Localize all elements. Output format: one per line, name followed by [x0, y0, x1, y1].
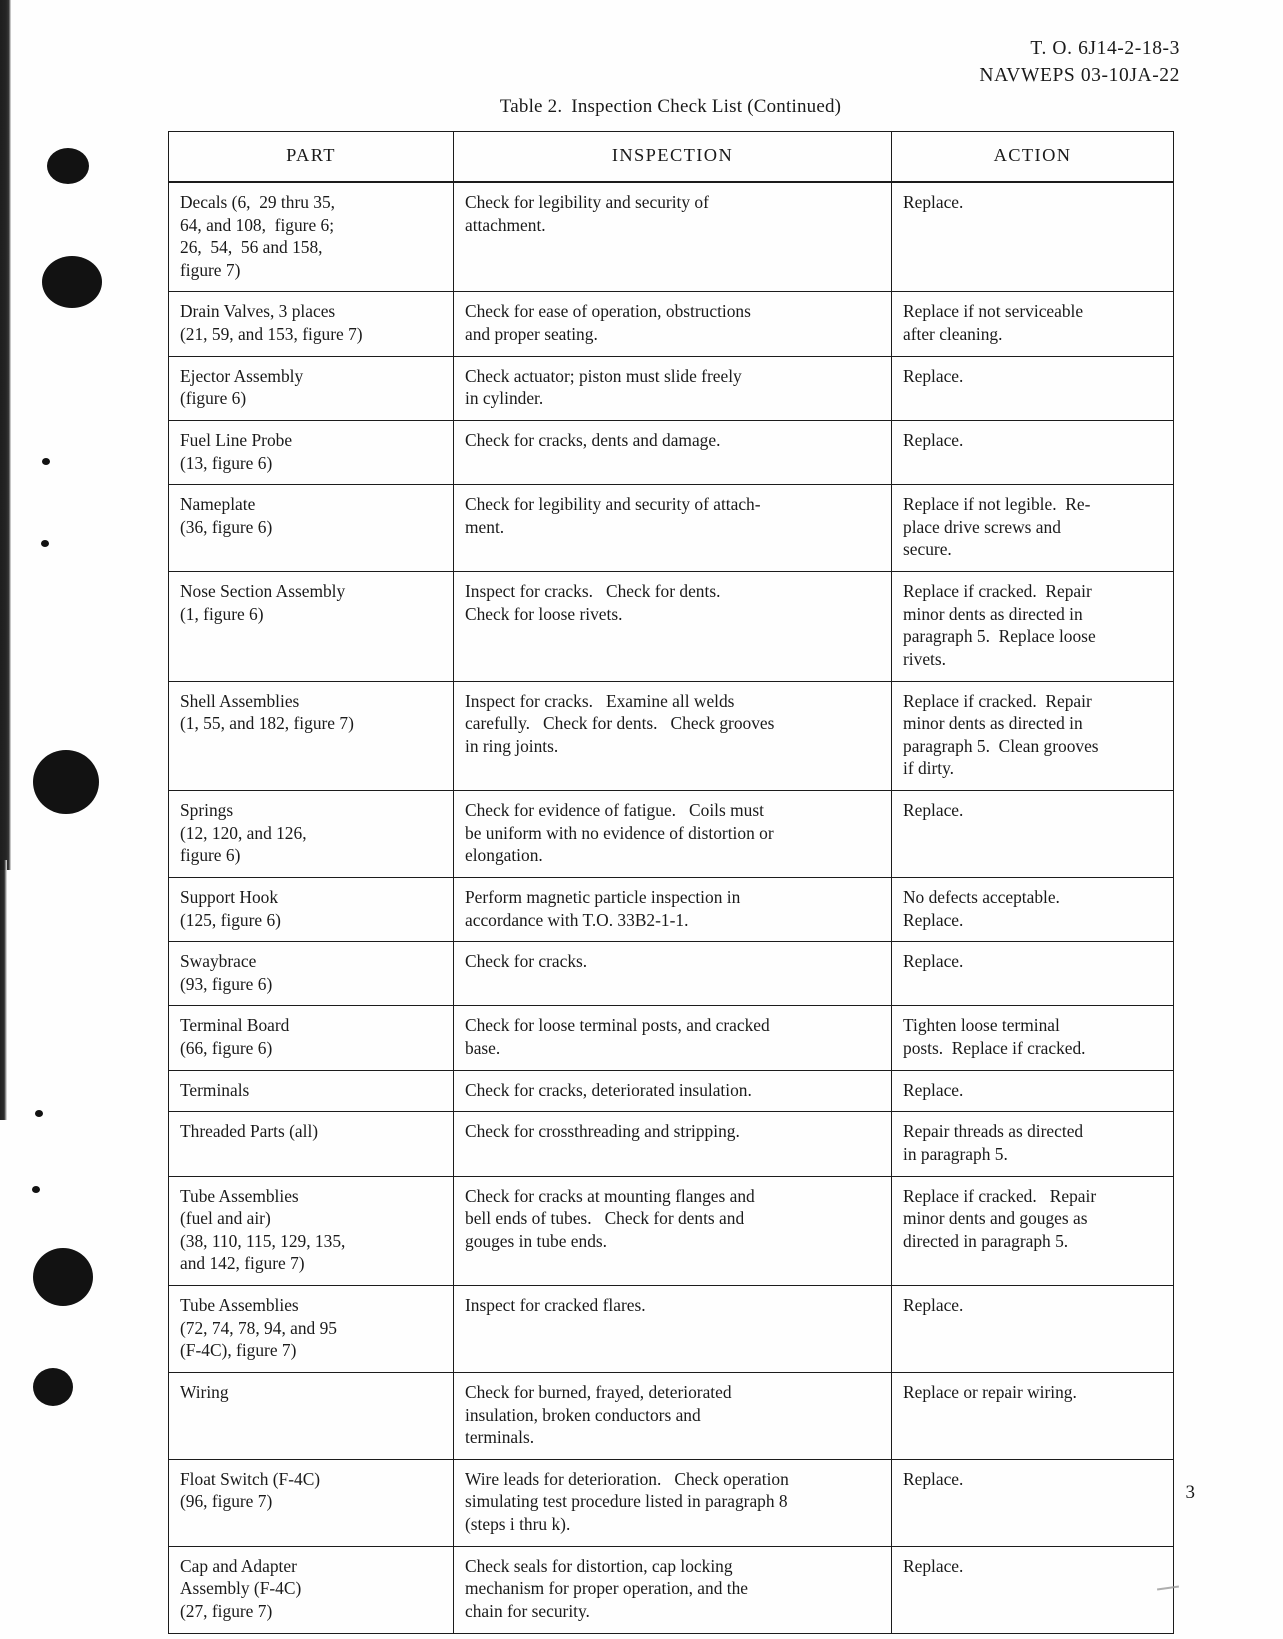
text-line: Inspect for cracked flares. [465, 1295, 646, 1316]
text-line: Check actuator; piston must slide freely [465, 365, 742, 386]
text-line: Ejector Assembly [180, 365, 304, 386]
page-number: 3 [1185, 1482, 1195, 1503]
text-line: figure 6) [180, 845, 241, 866]
binding-hole-mark [42, 458, 50, 465]
cell-part [169, 485, 454, 572]
text-line: Wire leads for deterioration. Check operation [465, 1468, 789, 1489]
text-line: Replace. [903, 951, 964, 972]
cell-action [892, 292, 1174, 356]
cell-inspection [454, 681, 892, 791]
cell-part [169, 292, 454, 356]
text-line: 64, and 108, figure 6; [180, 214, 335, 235]
cell-inspection [454, 182, 892, 292]
cell-inspection [454, 1070, 892, 1112]
table-caption-number: Table 2. [499, 96, 563, 117]
cell-inspection [454, 1286, 892, 1373]
text-line: and 142, figure 7) [180, 1253, 305, 1274]
text-line: place drive screws and [903, 516, 1061, 537]
table-row [169, 877, 1174, 941]
header-line-navweps: NAVWEPS 03-10JA-22 [979, 64, 1180, 86]
text-line: after cleaning. [903, 324, 1003, 345]
text-line: (96, figure 7) [180, 1491, 273, 1512]
cell-action [892, 1286, 1174, 1373]
text-line: Wiring [180, 1381, 229, 1402]
cell-action [892, 182, 1174, 292]
cell-action [892, 485, 1174, 572]
text-line: Check for legibility and security of [465, 191, 709, 212]
cell-inspection [454, 1176, 892, 1286]
cell-inspection [454, 942, 892, 1006]
text-line: Replace. [903, 1555, 964, 1576]
cell-inspection [454, 292, 892, 356]
text-line: (27, figure 7) [180, 1600, 273, 1621]
text-line: Check for cracks, deteriorated insulation. [465, 1079, 752, 1100]
text-line: No defects acceptable. [903, 886, 1060, 907]
table-row [169, 1070, 1174, 1112]
text-line: Tube Assemblies [180, 1295, 299, 1316]
text-line: Replace. [903, 1079, 964, 1100]
cell-action [892, 356, 1174, 420]
text-line: Check for evidence of fatigue. Coils must [465, 800, 764, 821]
cell-part [169, 1459, 454, 1546]
text-line: Check for loose terminal posts, and cracked [465, 1015, 770, 1036]
inspection-check-list-table [168, 131, 1174, 1634]
text-line: Replace if cracked. Repair [903, 690, 1092, 711]
binding-hole-mark [32, 1186, 40, 1193]
column-header-inspection: INSPECTION [454, 132, 892, 182]
binding-hole-mark [42, 256, 102, 308]
text-line: bell ends of tubes. Check for dents and [465, 1208, 745, 1229]
text-line: Replace if cracked. Repair [903, 581, 1092, 602]
table-row [169, 420, 1174, 484]
text-line: (21, 59, and 153, figure 7) [180, 324, 363, 345]
cell-part [169, 1112, 454, 1176]
text-line: carefully. Check for dents. Check grooves [465, 713, 775, 734]
text-line: Check for cracks at mounting flanges and [465, 1185, 755, 1206]
cell-part [169, 420, 454, 484]
cell-part [169, 1176, 454, 1286]
cell-action [892, 420, 1174, 484]
text-line: be uniform with no evidence of distortion or [465, 822, 774, 843]
cell-action [892, 877, 1174, 941]
cell-part [169, 942, 454, 1006]
text-line: accordance with T.O. 33B2-1-1. [465, 909, 689, 930]
text-line: Float Switch (F-4C) [180, 1468, 321, 1489]
cell-inspection [454, 1459, 892, 1546]
cell-inspection [454, 356, 892, 420]
text-line: attachment. [465, 214, 546, 235]
text-line: paragraph 5. Replace loose [903, 626, 1096, 647]
table-row [169, 1546, 1174, 1633]
text-line: (38, 110, 115, 129, 135, [180, 1230, 346, 1251]
text-line: (125, figure 6) [180, 909, 281, 930]
text-line: (72, 74, 78, 94, and 95 [180, 1317, 337, 1338]
text-line: Replace if cracked. Repair [903, 1185, 1097, 1206]
cell-action [892, 572, 1174, 682]
cell-part [169, 681, 454, 791]
binding-hole-mark [33, 1248, 93, 1306]
text-line: base. [465, 1038, 501, 1059]
text-line: Check for cracks, dents and damage. [465, 429, 721, 450]
text-line: directed in paragraph 5. [903, 1230, 1069, 1251]
text-line: Assembly (F-4C) [180, 1578, 302, 1599]
text-line: posts. Replace if cracked. [903, 1038, 1086, 1059]
cell-part [169, 1546, 454, 1633]
text-line: chain for security. [465, 1600, 590, 1621]
text-line: (figure 6) [180, 388, 247, 409]
table-row [169, 681, 1174, 791]
document-header [979, 36, 1180, 90]
text-line: Replace if not serviceable [903, 301, 1084, 322]
cell-action [892, 1006, 1174, 1070]
text-line: (fuel and air) [180, 1208, 271, 1229]
cell-inspection [454, 572, 892, 682]
text-line: 26, 54, 56 and 158, [180, 237, 323, 258]
cell-action [892, 791, 1174, 878]
cell-part [169, 1006, 454, 1070]
table-row [169, 1459, 1174, 1546]
cell-action [892, 1372, 1174, 1459]
text-line: Check for legibility and security of attach- [465, 494, 761, 515]
text-line: elongation. [465, 845, 543, 866]
text-line: terminals. [465, 1427, 535, 1448]
text-line: Springs [180, 800, 234, 821]
table-row [169, 572, 1174, 682]
cell-inspection [454, 1112, 892, 1176]
column-header-action: ACTION [892, 132, 1174, 182]
table-row [169, 485, 1174, 572]
text-line: Check for loose rivets. [465, 603, 623, 624]
cell-action [892, 681, 1174, 791]
cell-action [892, 1112, 1174, 1176]
table-row [169, 791, 1174, 878]
text-line: (F-4C), figure 7) [180, 1340, 297, 1361]
text-line: Drain Valves, 3 places [180, 301, 336, 322]
table-row [169, 292, 1174, 356]
text-line: Replace. [903, 1468, 964, 1489]
text-line: Support Hook [180, 886, 279, 907]
text-line: Replace. [903, 909, 964, 930]
text-line: (steps i thru k). [465, 1514, 571, 1535]
text-line: in cylinder. [465, 388, 544, 409]
text-line: in ring joints. [465, 735, 559, 756]
text-line: in paragraph 5. [903, 1143, 1008, 1164]
table-row [169, 1286, 1174, 1373]
text-line: Fuel Line Probe [180, 429, 293, 450]
text-line: Tighten loose terminal [903, 1015, 1060, 1036]
table-caption [168, 96, 1173, 118]
text-line: Replace. [903, 365, 964, 386]
binding-hole-mark [35, 1110, 43, 1117]
cell-part [169, 182, 454, 292]
scan-edge-artifact-lower [0, 860, 7, 1120]
text-line: Check seals for distortion, cap locking [465, 1555, 733, 1576]
text-line: minor dents and gouges as [903, 1208, 1088, 1229]
text-line: Terminal Board [180, 1015, 290, 1036]
text-line: (1, figure 6) [180, 603, 264, 624]
text-line: gouges in tube ends. [465, 1230, 608, 1251]
table-row [169, 1176, 1174, 1286]
text-line: mechanism for proper operation, and the [465, 1578, 748, 1599]
cell-inspection [454, 877, 892, 941]
text-line: simulating test procedure listed in paragraph 8 [465, 1491, 788, 1512]
text-line: Perform magnetic particle inspection in [465, 886, 741, 907]
binding-hole-mark [33, 750, 99, 814]
text-line: (12, 120, and 126, [180, 822, 307, 843]
text-line: Nameplate [180, 494, 256, 515]
binding-hole-mark [41, 540, 49, 547]
text-line: Threaded Parts (all) [180, 1121, 319, 1142]
text-line: figure 7) [180, 259, 241, 280]
cell-part [169, 791, 454, 878]
table-caption-title: Inspection Check List (Continued) [571, 96, 842, 117]
table-row [169, 1006, 1174, 1070]
text-line: Repair threads as directed [903, 1121, 1084, 1142]
cell-action [892, 1176, 1174, 1286]
text-line: (1, 55, and 182, figure 7) [180, 713, 354, 734]
cell-action [892, 942, 1174, 1006]
cell-action [892, 1070, 1174, 1112]
text-line: Decals (6, 29 thru 35, [180, 191, 336, 212]
text-line: (66, figure 6) [180, 1038, 273, 1059]
cell-inspection [454, 1006, 892, 1070]
binding-hole-mark [33, 1368, 73, 1406]
text-line: insulation, broken conductors and [465, 1404, 701, 1425]
text-line: Check for cracks. [465, 951, 588, 972]
cell-action [892, 1459, 1174, 1546]
text-line: Replace. [903, 1295, 964, 1316]
text-line: Cap and Adapter [180, 1555, 297, 1576]
column-header-part: PART [169, 132, 454, 182]
cell-inspection [454, 485, 892, 572]
text-line: Check for crossthreading and stripping. [465, 1121, 740, 1142]
cell-part [169, 877, 454, 941]
table-row [169, 356, 1174, 420]
text-line: Check for ease of operation, obstructions [465, 301, 751, 322]
text-line: Replace. [903, 191, 964, 212]
text-line: ment. [465, 516, 505, 537]
cell-part [169, 1286, 454, 1373]
cell-inspection [454, 791, 892, 878]
cell-part [169, 1372, 454, 1459]
text-line: paragraph 5. Clean grooves [903, 735, 1099, 756]
cell-part [169, 1070, 454, 1112]
cell-part [169, 572, 454, 682]
table-row [169, 1372, 1174, 1459]
text-line: Check for burned, frayed, deteriorated [465, 1381, 732, 1402]
cell-action [892, 1546, 1174, 1633]
table-body [169, 182, 1174, 1633]
text-line: minor dents as directed in [903, 713, 1083, 734]
text-line: Replace if not legible. Re- [903, 494, 1091, 515]
cell-inspection [454, 1372, 892, 1459]
table-row [169, 1112, 1174, 1176]
text-line: Inspect for cracks. Check for dents. [465, 581, 721, 602]
text-line: Tube Assemblies [180, 1185, 299, 1206]
table-header [169, 132, 1174, 182]
text-line: Replace. [903, 800, 964, 821]
text-line: Terminals [180, 1079, 250, 1100]
binding-hole-mark [47, 148, 89, 184]
text-line: Nose Section Assembly [180, 581, 346, 602]
text-line: (13, figure 6) [180, 452, 273, 473]
inspection-check-list-table-wrapper [168, 131, 1173, 1634]
text-line: Inspect for cracks. Examine all welds [465, 690, 735, 711]
text-line: Replace. [903, 429, 964, 450]
scan-edge-artifact [0, 0, 11, 870]
text-line: and proper seating. [465, 324, 598, 345]
text-line: Swaybrace [180, 951, 257, 972]
text-line: minor dents as directed in [903, 603, 1083, 624]
text-line: secure. [903, 539, 952, 560]
cell-part [169, 356, 454, 420]
header-line-to: T. O. 6J14-2-18-3 [1030, 38, 1180, 59]
text-line: if dirty. [903, 758, 955, 779]
table-row [169, 182, 1174, 292]
text-line: (36, figure 6) [180, 516, 273, 537]
table-row [169, 942, 1174, 1006]
cell-inspection [454, 1546, 892, 1633]
table-header-row [169, 132, 1174, 182]
text-line: rivets. [903, 648, 946, 669]
text-line: Shell Assemblies [180, 690, 300, 711]
cell-inspection [454, 420, 892, 484]
text-line: Replace or repair wiring. [903, 1381, 1077, 1402]
text-line: (93, figure 6) [180, 973, 273, 994]
